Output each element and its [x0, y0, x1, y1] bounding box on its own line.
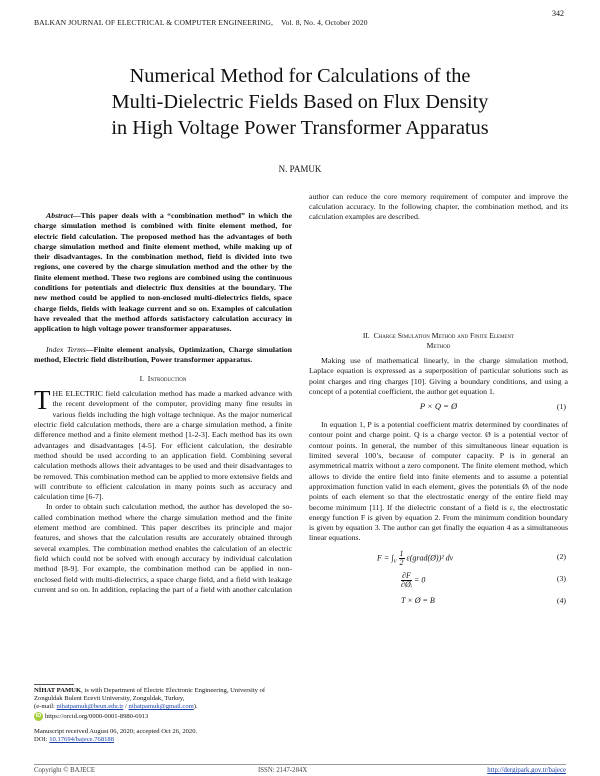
abstract-label: Abstract [46, 211, 73, 220]
fem-paragraph: In equation 1, P is a potential coefficient matrix determined by coordinates of contour point and charge point. Q is a charge vector. Ø is a potential vector of contour points. In general, the number of this simultaneous linear equation is limited several 100’s, because of computer capacity. P is in general an asymmetrical matrix without a zero component. The finite element method, which allows to divide the entire field into finite elements and to assume a potential approximation function valid in each element, gives the potentials Øᵢ of the node points of each element so that the electrostatic energy of the entire field may become minimum [11]. If the dielectric constant of a field is ε, the electrostatic energy function F is given by equation 2. From the minimum condition boundary is given by equation 3. The author can get finally the equation 4 as a simultaneous linear equations. [309, 420, 568, 543]
abstract-text: —This paper deals with a “combination method” in which the charge simulation method is combined with finite element method, for electric field calculation. The proposed method has the advantages of both charge simulation method and finite element method, while making up of their disadvantages. In the combination method, field is divided into two regions, one covered by the charge simulation method and the other by the finite element method. These two regions are combined using the continuous conditions for potentials and dielectric flux densities at the boundary. The new method could be applied to non-enclosed multi-dielectrics fields, space charge fields, fields with leakage current and so on. Examples of calculation have revealed that the method affords satisfactory calculation accuracy in application to high voltage power transformer apparatuses. [34, 211, 292, 334]
equation-3-body [401, 572, 425, 589]
received-line: Manuscript received August 06, 2020; accepted Oct 26, 2020. [34, 727, 198, 735]
doi-label: DOI: [34, 736, 50, 744]
equation-2-sub: V [393, 559, 397, 565]
doi-line [34, 736, 292, 744]
right-column [309, 191, 568, 608]
equation-1 [309, 401, 568, 416]
footnote-author: NİHAT PAMUK [34, 687, 82, 694]
footer-issn: ISSN: 2147-284X [258, 767, 308, 774]
section-title: Charge Simulation Method and Finite Element [373, 331, 515, 340]
equation-2-frac [399, 550, 405, 567]
frac-bottom: 2 [399, 557, 404, 567]
email-suffix: ). [193, 703, 198, 711]
orcid-link[interactable]: https://orcid.org/0000-0001-8980-6913 [45, 712, 149, 720]
page-number: 342 [552, 9, 564, 18]
csm-paragraph: Making use of mathematical linearly, in the charge simulation method, Laplace equation is expressed as a superposition of particular solutions such as point charges and ring charges [10]. Giving a boundary conditions, and using a concept of a potential coefficient, the author get equation 1. [309, 356, 568, 396]
frac-top: 1 [399, 548, 404, 558]
email-link-1[interactable]: nihatpamuk@beun.edu.tr [56, 703, 124, 711]
journal-name: BALKAN JOURNAL OF ELECTRICAL & COMPUTER ENGINEERING, [34, 18, 273, 27]
email-link-2[interactable]: nihatpamuk@gmail.com [128, 703, 194, 711]
footnote-rule [34, 684, 74, 685]
section-heading [34, 374, 292, 384]
author-affiliation [34, 687, 292, 703]
footer-rule [34, 764, 566, 765]
equation-number: (3) [556, 573, 566, 583]
title-line: Multi-Dielectric Fields Based on Flux Density [111, 91, 489, 113]
index-terms-text: —Finite element analysis, Optimization, Charge simulation method, Electric field distribution, Power transformer apparatus. [34, 344, 292, 364]
intro-continuation [309, 191, 568, 325]
intro-paragraph-2: In order to obtain such calculation method, the author has developed the so-called combination method where the charge simulation method and the finite element method are combined. This paper describes its principle and major features, and shows that the calculation results are accurately obtained through several examples. The combination method enables the calculation of an electric field which could not be solved with enough accuracy by individual calculation method [8-9]. For example, the combination method can be applied in non-enclosed field with multi-dielectrics, a space charge field, and a field with leakage current and so on. In addition, replacing the part of a field with another calculation [34, 502, 292, 594]
section-title: Introduction [147, 374, 187, 384]
section-number: I. [139, 374, 144, 384]
paper-title [40, 63, 560, 141]
journal-header [34, 18, 368, 27]
footer-copyright: Copyright © BAJECE [34, 767, 96, 774]
continued-text: author can reduce the core memory requirement of computer and improve the calculation accuracy. In the following chapter, the combination method, and its calculation examples are described. [309, 191, 568, 222]
section-number: II. [362, 331, 370, 340]
title-line: in High Voltage Power Transformer Apparatus [111, 117, 489, 139]
equation-4 [309, 594, 568, 608]
affiliation-text: , is with Department of Electric Electronic Engineering, University of Zonguldak Bulent Ecevit University, Zonguldak, Turkey, [34, 687, 266, 703]
left-column [34, 211, 292, 594]
equation-2-rhs: ε(grad(Ø))² dv [406, 553, 454, 563]
frac-top: ∂F [402, 570, 411, 580]
intro-paragraph [34, 385, 292, 502]
footnote [34, 687, 292, 744]
equation-3-rhs: = 0 [414, 575, 426, 585]
section-title-line2: Method [426, 341, 451, 350]
abstract [34, 211, 292, 335]
email-prefix: (e-mail: [34, 703, 57, 711]
equation-3 [309, 572, 568, 594]
intro-text: HE ELECTRIC field calculation method has made a marked advance with the recent development of the computer, providing many fine results in various fields including the high voltage technique. As the major numerical electric field calculation methods, there are a charge simulation method, a finite difference method and a finite element method [1-2-3]. Each method has its own advantages and disadvantages [4-5]. For efficient calculation, the desirable method should be used according to an application field. Combining several calculation methods allows their advantages to be used and their disadvantages to be removed. This combination method can be applied to more extensive fields and will contribute to efficient calculation in many points such as accuracy and calculation time [6-7]. [34, 389, 292, 502]
drop-cap: T [34, 385, 51, 416]
email-sep: / [123, 703, 129, 711]
orcid-icon: iD [35, 712, 42, 719]
orcid-line [34, 712, 292, 721]
title-line: Numerical Method for Calculations of the [129, 65, 471, 87]
equation-number: (4) [556, 595, 566, 605]
equation-2 [309, 550, 568, 572]
index-terms [34, 345, 292, 366]
equation-3-frac [401, 572, 412, 589]
footer-url[interactable]: http://dergipark.gov.tr/bajece [487, 767, 566, 774]
equation-4-text: T × Ø = B [401, 595, 435, 605]
email-line [34, 703, 292, 711]
journal-volume: Vol. 8, No. 4, October 2020 [280, 18, 368, 27]
author-name: N. PAMUK [278, 164, 322, 174]
doi-link[interactable]: 10.17694/bajece.768188 [49, 736, 115, 744]
equation-2-body [377, 550, 453, 568]
section-heading [309, 331, 568, 351]
equation-2-lhs: F = ∫ [377, 553, 394, 563]
frac-bottom: ∂Øᵢ [401, 579, 412, 589]
index-terms-label: Index Terms [46, 344, 86, 354]
equation-number: (2) [556, 551, 566, 561]
equation-1-text: P × Q = Ø [419, 401, 458, 412]
equation-number: (1) [556, 402, 566, 412]
